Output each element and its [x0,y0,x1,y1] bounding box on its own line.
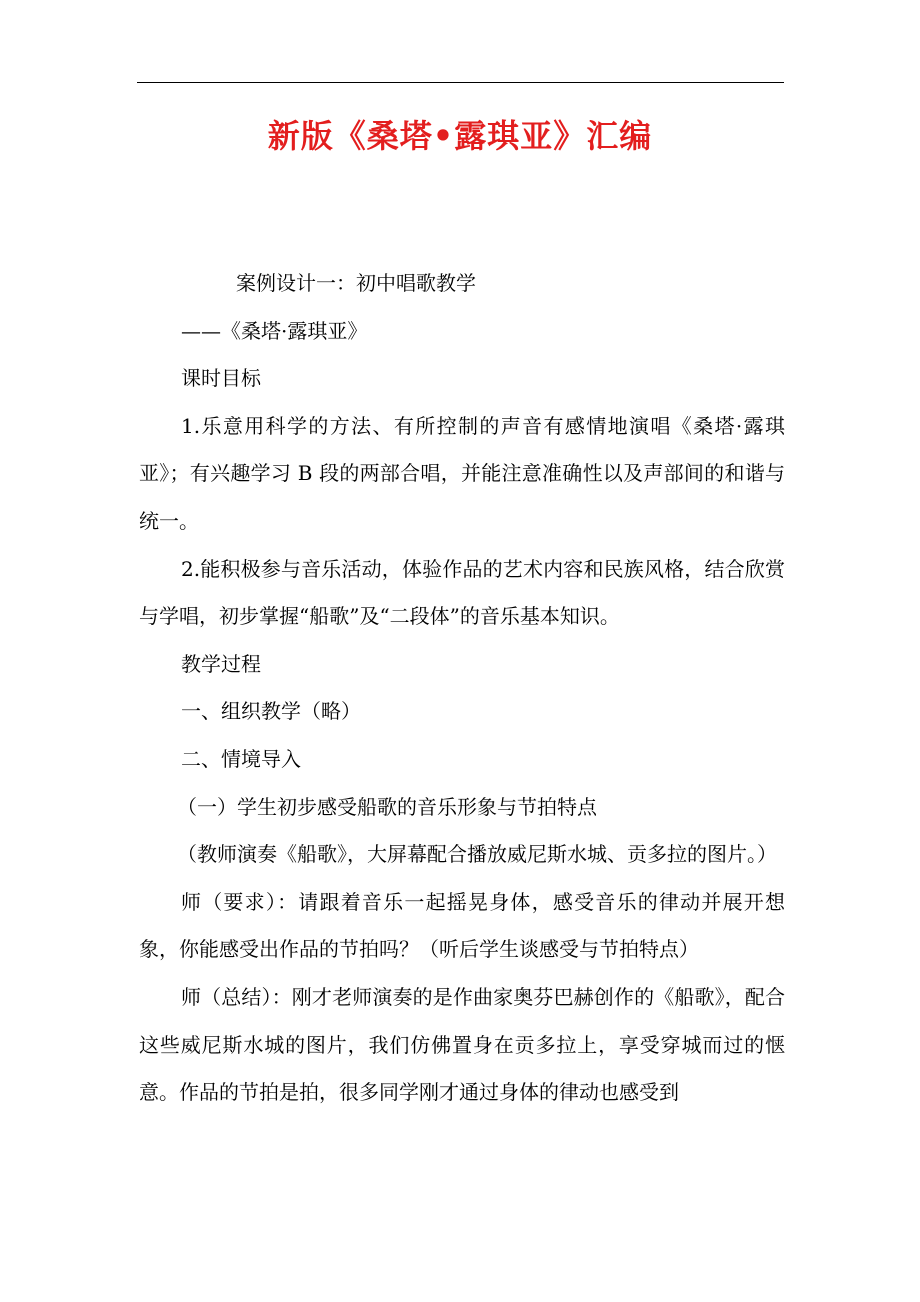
stage-direction: （教师演奏《船歌》，大屏幕配合播放威尼斯水城、贡多拉的图片。） [177,842,777,867]
section-heading-objectives: 课时目标 [181,366,261,391]
teacher-summary: 师（总结）：刚才老师演奏的是作曲家奥芬巴赫创作的《船歌》，配合这些威尼斯水城的图片，我们仿佛置身在贡多拉上，享受穿城而过的惬意。作品的节拍是拍，很多同学刚才通过身体的律动也感受到 [139,984,785,1105]
document-body [139,260,785,1117]
case-heading: 案例设计一：初中唱歌教学 [236,271,476,295]
header-rule [137,82,784,83]
step-2: 二、情境导入 [181,746,301,771]
step-1: 一、组织教学（略） [181,699,361,724]
teacher-request: 师（要求）：请跟着音乐一起摇晃身体，感受音乐的律动并展开想象，你能感受出作品的节拍吗？（听后学生谈感受与节拍特点） [139,889,785,962]
objective-1: 1.乐意用科学的方法、有所控制的声音有感情地演唱《桑塔·露琪亚》；有兴趣学习 B 段的两部合唱，并能注意准确性以及声部间的和谐与统一。 [139,413,785,533]
case-subtitle: ——《桑塔·露琪亚》 [181,318,368,343]
substep-1: （一）学生初步感受船歌的音乐形象与节拍特点 [177,794,597,819]
section-heading-process: 教学过程 [181,651,261,676]
document-title: 新版《桑塔•露琪亚》汇编 [267,117,653,155]
objective-2: 2.能积极参与音乐活动，体验作品的艺术内容和民族风格，结合欣赏与学唱，初步掌握“船歌”及“二段体”的音乐基本知识。 [139,556,785,629]
